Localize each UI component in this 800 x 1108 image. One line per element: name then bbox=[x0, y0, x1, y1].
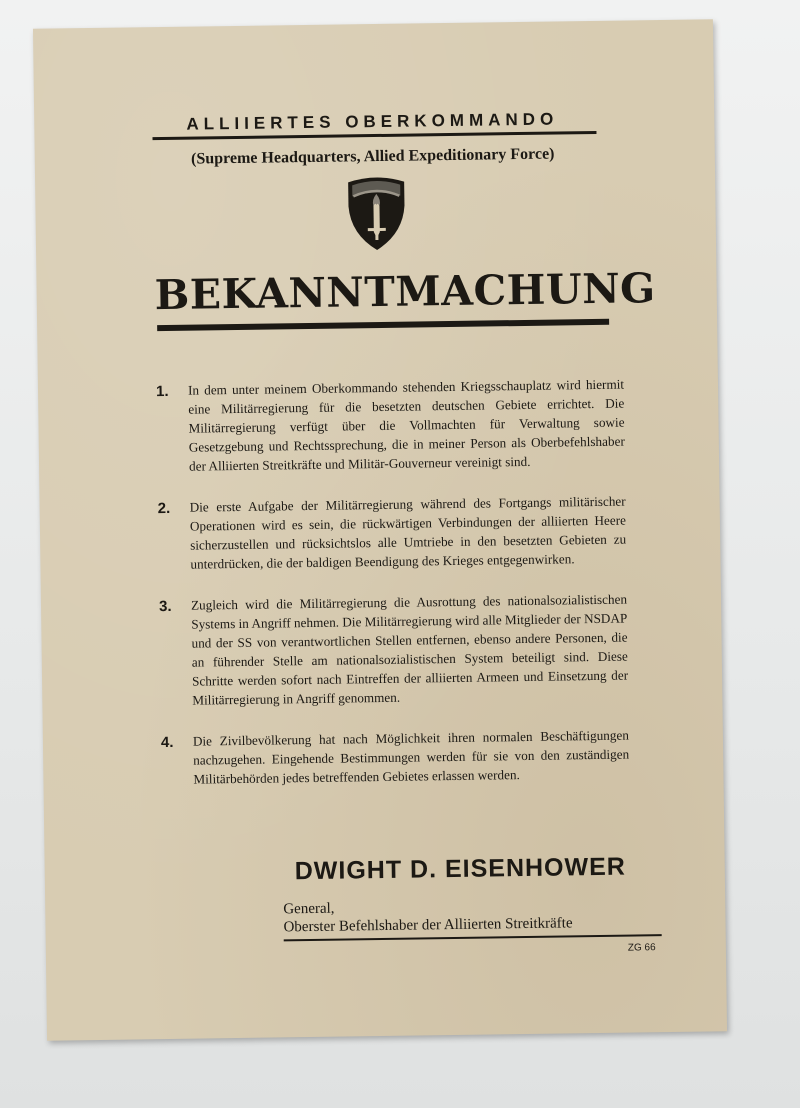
signature-name: DWIGHT D. EISENHOWER bbox=[294, 852, 627, 886]
proclamation-sheet bbox=[33, 19, 727, 1040]
paragraph-4 bbox=[161, 726, 630, 790]
paragraph-number: 2. bbox=[157, 499, 171, 518]
paragraph-2 bbox=[158, 492, 627, 575]
heading-rule bbox=[157, 319, 609, 331]
form-code: ZG 66 bbox=[627, 942, 656, 954]
signer-title: Oberster Befehlshaber der Alliierten Streitkräfte bbox=[283, 915, 573, 936]
proclamation-heading: BEKANNTMACHUNG bbox=[154, 264, 656, 320]
paragraph-3 bbox=[159, 590, 629, 711]
paragraph-number: 4. bbox=[160, 733, 174, 752]
paragraph-1 bbox=[156, 375, 625, 477]
paragraph-text: In dem unter meinem Oberkommando stehenden Kriegsschauplatz wird hiermit eine Militärregierung für die besetzten deutschen Gebiete errichtet. Die Militärregierung verfügt über die Vollmachten für Verwaltung sowie Gesetzgebung und Rechtssprechung, die in meiner Person als Oberbefehlshaber der Alliierten Streitkräfte und Militär-Gouverneur vereinigt sind. bbox=[187, 376, 625, 474]
paragraph-number: 3. bbox=[158, 597, 172, 616]
paragraph-number: 1. bbox=[155, 382, 169, 401]
org-subtitle: (Supreme Headquarters, Allied Expeditionary Force) bbox=[190, 145, 555, 168]
proclamation-body bbox=[156, 375, 630, 811]
signer-rank: General, bbox=[283, 900, 335, 918]
shaef-shield-sword-icon bbox=[345, 172, 408, 253]
paragraph-text: Die erste Aufgabe der Militärregierung während des Fortgangs militärischer Operationen wird es sein, die rückwärtigen Verbindungen der alliierten Heere sicherzustellen und rücksichtslos alle Umtriebe in den besetzten Gebieten zu unterdrücken, die der baldigen Beendigung des Krieges entgegenwirken. bbox=[189, 493, 627, 572]
org-title: ALLIIERTES OBERKOMMANDO bbox=[186, 109, 559, 134]
paragraph-text: Zugleich wird die Militärregierung die Ausrottung des nationalsozialistischen Systems in Angriff nehmen. Die Militärregierung wird alle Mitglieder der NSDAP und der SS von verantwortlichen Stellen entfernen, ebenso andere Personen, die an führender Stelle am nationalsozialistischen System beteiligt sind. Diese Schritte werden sofort nach Eintreffen der alliierten Armeen und Einsetzung der Militärregierung in Angriff genommen. bbox=[190, 591, 629, 708]
paragraph-text: Die Zivilbevölkerung hat nach Möglichkeit ihren normalen Beschäftigungen nachzugehen. Eingehende Bestimmungen werden für sie von den zuständigen Militärbehörden jedes betreffenden Gebietes erlassen werden. bbox=[192, 727, 630, 787]
